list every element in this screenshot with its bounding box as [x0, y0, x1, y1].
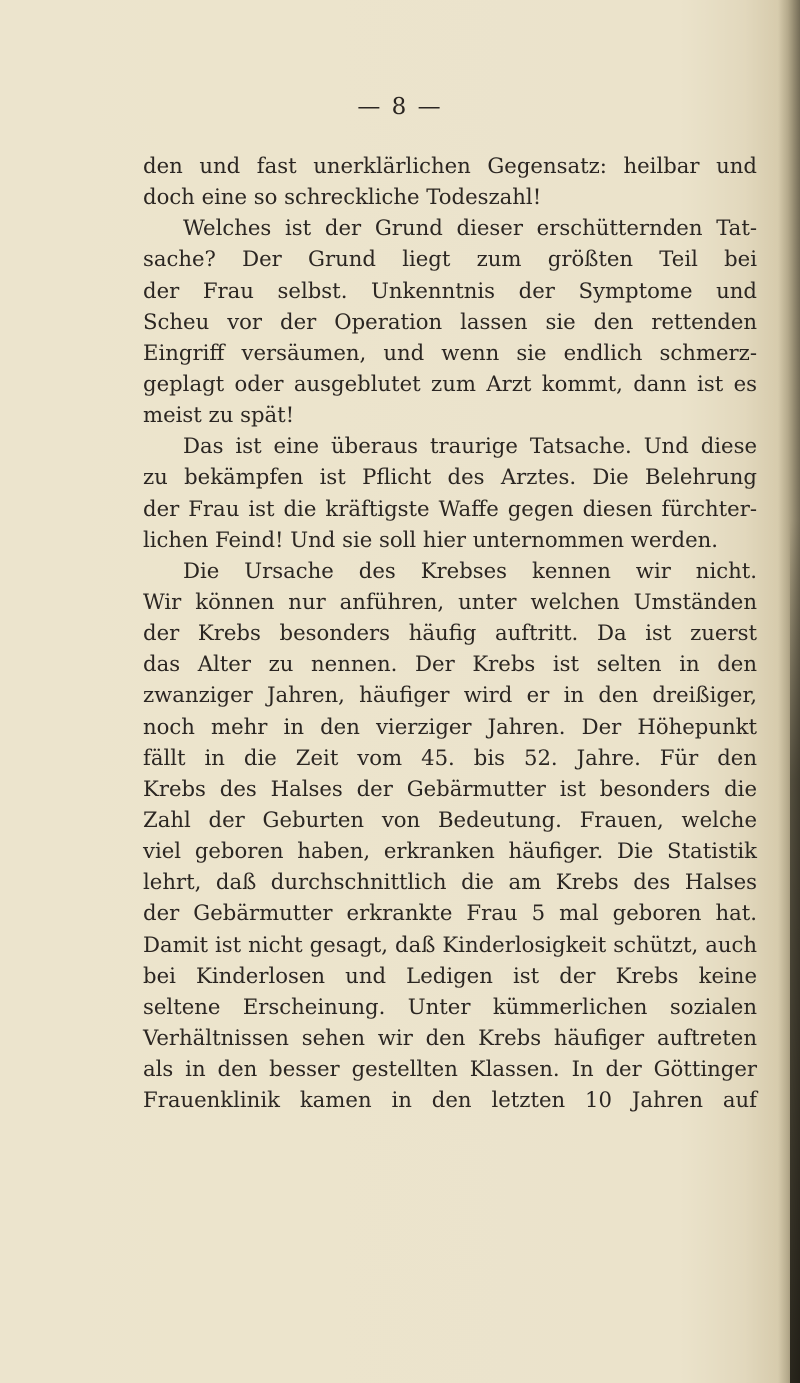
page-number: — 8 —: [357, 94, 443, 120]
text-line: Krebs des Halses der Gebärmutter ist besonders die: [143, 775, 757, 801]
text-line: lichen Feind! Und sie soll hier unternommen werden.: [143, 526, 719, 552]
text-line: zu bekämpfen ist Pflicht des Arztes. Die Belehrung: [143, 464, 757, 490]
text-line: Welches ist der Grund dieser erschütternden Tat-: [183, 215, 757, 241]
text-line: der Krebs besonders häufig auftritt. Da ist zuerst: [143, 620, 757, 646]
text-line: Frauenklinik kamen in den letzten 10 Jahren auf: [143, 1087, 757, 1113]
text-line: Die Ursache des Krebses kennen wir nicht.: [183, 557, 757, 583]
text-line: das Alter zu nennen. Der Krebs ist selten in den: [143, 651, 757, 677]
page-edge-dark: [790, 520, 800, 1383]
text-line: Verhältnissen sehen wir den Krebs häufiger auftreten: [143, 1024, 757, 1050]
text-line: zwanziger Jahren, häufiger wird er in den dreißiger,: [143, 682, 757, 708]
text-line: lehrt, daß durchschnittlich die am Krebs des Halses: [143, 869, 757, 895]
text-line: der Gebärmutter erkrankte Frau 5 mal geboren hat.: [143, 900, 757, 926]
text-line: fällt in die Zeit vom 45. bis 52. Jahre. Für den: [143, 744, 757, 770]
text-line: bei Kinderlosen und Ledigen ist der Krebs keine: [143, 962, 757, 988]
text-line: geplagt oder ausgeblutet zum Arzt kommt, dann ist es: [143, 370, 757, 396]
text-line: Das ist eine überaus traurige Tatsache. Und diese: [183, 433, 757, 459]
text-line: viel geboren haben, erkranken häufiger. Die Statistik: [143, 838, 757, 864]
text-line: Zahl der Geburten von Bedeutung. Frauen, welche: [143, 806, 757, 832]
text-line: der Frau ist die kräftigste Waffe gegen diesen fürchter-: [143, 495, 757, 521]
text-line: sache? Der Grund liegt zum größten Teil bei: [143, 246, 757, 272]
text-line: Wir können nur anführen, unter welchen Umständen: [143, 588, 757, 614]
text-line: seltene Erscheinung. Unter kümmerlichen sozialen: [143, 993, 757, 1019]
text-line: Scheu vor der Operation lassen sie den rettenden: [143, 308, 757, 334]
text-line: noch mehr in den vierziger Jahren. Der Höhepunkt: [143, 713, 757, 739]
text-line: doch eine so schreckliche Todeszahl!: [143, 184, 542, 210]
text-line: meist zu spät!: [143, 402, 295, 428]
text-line: Damit ist nicht gesagt, daß Kinderlosigkeit schützt, auch: [143, 931, 757, 957]
text-line: den und fast unerklärlichen Gegensatz: heilbar und: [143, 153, 757, 178]
text-line: der Frau selbst. Unkenntnis der Symptome und: [143, 277, 757, 303]
text-line: als in den besser gestellten Klassen. In der Göttinger: [143, 1056, 757, 1082]
body-text: [143, 150, 757, 1115]
text-line: Eingriff versäumen, und wenn sie endlich schmerz-: [143, 339, 757, 365]
